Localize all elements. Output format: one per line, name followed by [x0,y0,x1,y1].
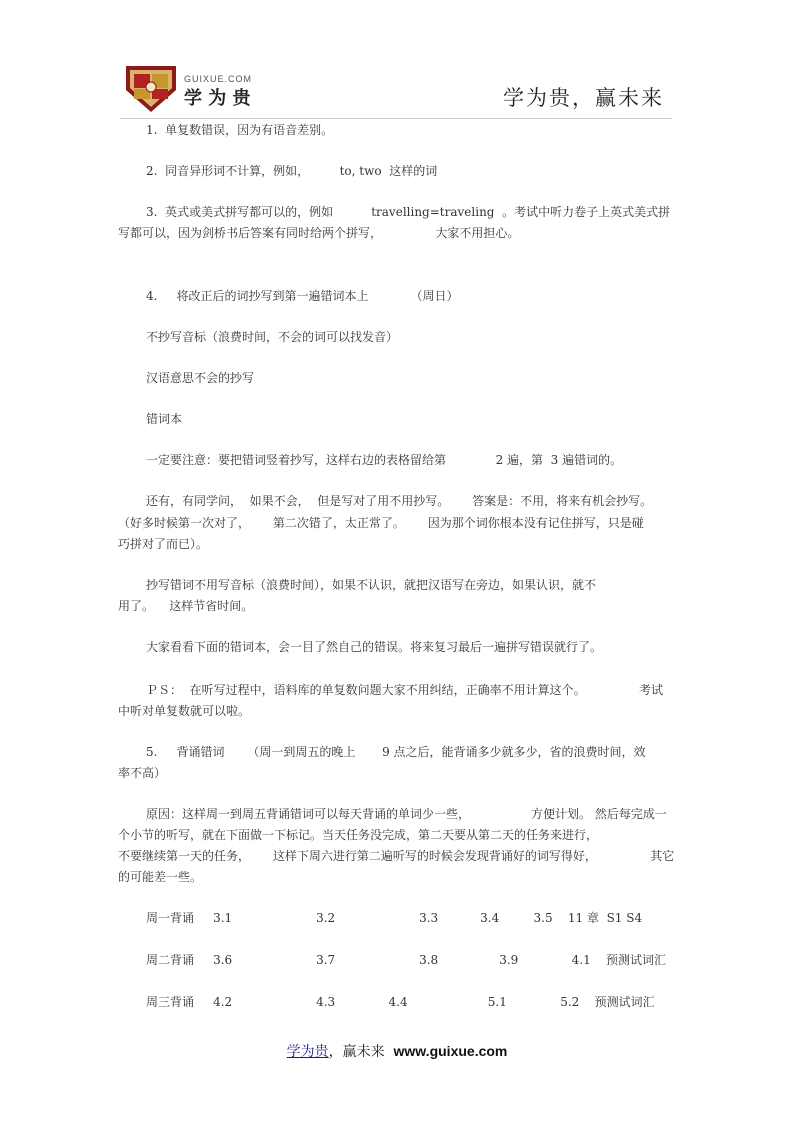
footer-url[interactable]: www.guixue.com [393,1043,508,1059]
section-heading-5: 5. 背诵错词 （周一到周五的晚上 9 点之后，能背诵多少就多少，省的浪费时间，效 [146,745,646,759]
text-line: 1. 单复数错误，因为有语音差别。 [146,123,334,137]
guixue-logo [122,60,302,116]
text-line: 不要继续第一天的任务， 这样下周六进行第二遍听写的时候会发现背诵好的词写得好， 其它 [118,849,675,863]
text-line: 大家看看下面的错词本，会一目了然自己的错误。将来复习最后一遍拼写错误就行了。 [146,640,603,654]
footer-link[interactable]: 学为贵 [286,1044,329,1060]
text-line: 2. 同音异形词不计算，例如， to, two 这样的词 [146,164,438,178]
page-footer [0,1041,794,1061]
text-line: 写都可以，因为剑桥书后答案有同时给两个拼写， 大家不用担心。 [118,226,520,240]
logo-main-text: 学 为 贵 [184,88,251,109]
schedule-row: 周二背诵 3.6 3.7 3.8 3.9 4.1 预测试词汇 [146,953,667,967]
text-line: （好多时候第一次对了， 第二次错了，太正常了。 因为那个词你根本没有记住拼写，只是碰 [118,516,644,530]
text-line: 的可能差一些。 [118,870,203,884]
header-slogan: 学为贵，赢未来 [503,86,664,110]
footer-slogan: ，赢未来 [328,1044,385,1060]
text-line: 还有，有同学问， 如果不会， 但是写对了用不用抄写。 答案是：不用，将来有机会抄写。 [146,494,653,508]
text-line: 用了。 这样节省时间。 [118,599,254,613]
text-line: 巧拼对了而已）。 [118,537,209,551]
text-line: 中听对单复数就可以啦。 [118,704,251,718]
text-line: 率不高） [118,766,167,780]
text-line: 3. 英式或美式拼写都可以的，例如 travelling=traveling 。考试中听力卷子上英式美式拼 [146,205,671,219]
page-header [120,58,672,119]
text-line: 汉语意思不会的抄写 [146,371,255,385]
text-line: ＰＳ： 在听写过程中，语料库的单复数问题大家不用纠结，正确率不用计算这个。 考试 [146,683,664,697]
logo-site-text: GUIXUE.COM [184,74,253,84]
text-line: 原因：这样周一到周五背诵错词可以每天背诵的单词少一些， 方便计划。 然后每完成一 [146,807,667,821]
schedule-row: 周三背诵 4.2 4.3 4.4 5.1 5.2 预测试词汇 [146,995,655,1009]
text-line: 抄写错词不用写音标（浪费时间），如果不认识，就把汉语写在旁边，如果认识，就不 [146,578,597,592]
text-line: 错词本 [146,412,183,426]
text-line: 一定要注意：要把错词竖着抄写，这样右边的表格留给第 2 遍，第 3 遍错词的。 [146,453,623,467]
text-line: 不抄写音标（浪费时间，不会的词可以找发音） [146,330,399,344]
schedule-row: 周一背诵 3.1 3.2 3.3 3.4 3.5 11 章 S1 S4 [146,911,643,925]
section-heading-4: 4. 将改正后的词抄写到第一遍错词本上 （周日） [146,289,459,303]
text-line: 个小节的听写，就在下面做一下标记。当天任务没完成，第二天要从第二天的任务来进行， [118,828,599,842]
